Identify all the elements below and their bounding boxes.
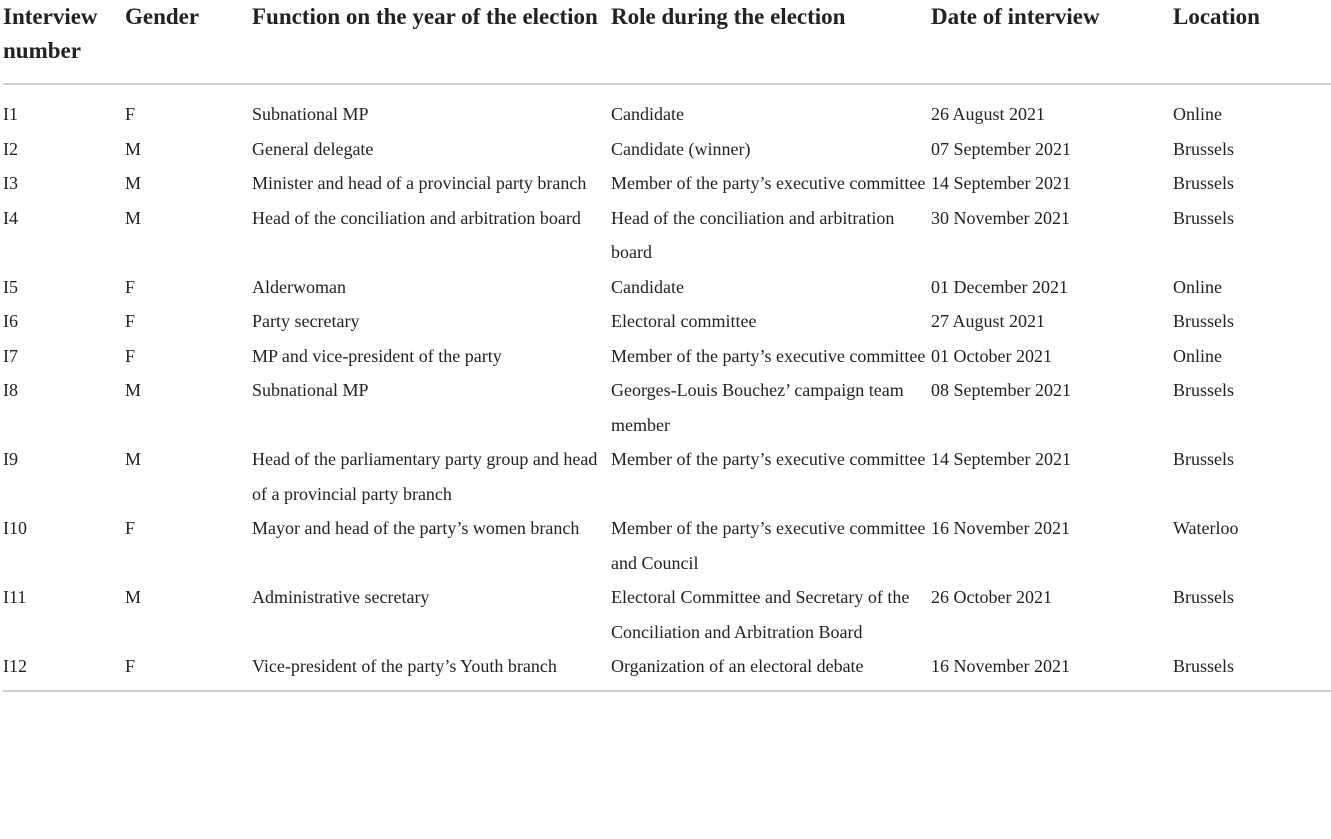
cell-role: Member of the party’s executive committee and Council xyxy=(611,518,926,573)
cell-location: Brussels xyxy=(1173,311,1235,331)
cell-interview-number: I7 xyxy=(3,345,18,366)
cell-function: Administrative secretary xyxy=(252,587,430,607)
cell-gender: F xyxy=(125,345,136,366)
cell-interview-number: I8 xyxy=(3,380,18,400)
cell-interview-number: I3 xyxy=(3,173,18,193)
cell-date: 30 November 2021 xyxy=(931,207,1070,228)
table-row xyxy=(3,84,1331,132)
cell-location: Online xyxy=(1173,345,1222,366)
cell-location: Brussels xyxy=(1173,173,1235,193)
cell-interview-number: I9 xyxy=(3,449,18,469)
cell-location: Brussels xyxy=(1173,380,1235,400)
interview-table xyxy=(3,0,1331,692)
cell-gender: M xyxy=(125,587,142,607)
cell-interview-number: I5 xyxy=(3,276,18,297)
cell-role: Candidate xyxy=(611,104,684,124)
cell-location: Online xyxy=(1173,104,1222,124)
cell-interview-number: I6 xyxy=(3,311,18,331)
cell-interview-number: I10 xyxy=(3,518,27,538)
header-date: Date of interview xyxy=(931,0,1173,84)
cell-location: Brussels xyxy=(1173,138,1235,159)
table-row xyxy=(3,166,1331,201)
cell-function: Subnational MP xyxy=(252,380,369,400)
cell-interview-number: I1 xyxy=(3,104,18,124)
cell-gender: M xyxy=(125,207,142,228)
table-row xyxy=(3,442,1331,511)
table-header xyxy=(3,0,1331,84)
cell-role: Member of the party’s executive committee xyxy=(611,345,926,366)
cell-function: MP and vice-president of the party xyxy=(252,345,502,366)
table-row xyxy=(3,373,1331,442)
cell-function: Head of the conciliation and arbitration board xyxy=(252,207,581,228)
cell-date: 14 September 2021 xyxy=(931,173,1071,193)
cell-role: Member of the party’s executive committee xyxy=(611,173,926,193)
cell-location: Online xyxy=(1173,276,1222,297)
cell-location: Brussels xyxy=(1173,649,1331,691)
table-row xyxy=(3,132,1331,167)
cell-gender: M xyxy=(125,449,142,469)
cell-role: Georges-Louis Bouchez’ campaign team member xyxy=(611,380,904,435)
cell-role: Organization of an electoral debate xyxy=(611,649,931,691)
cell-function: Party secretary xyxy=(252,311,360,331)
cell-gender: M xyxy=(125,380,142,400)
header-role: Role during the election xyxy=(611,0,931,84)
header-gender: Gender xyxy=(125,0,252,84)
cell-role: Candidate xyxy=(611,276,684,297)
cell-role: Member of the party’s executive committee xyxy=(611,449,926,469)
cell-date: 26 August 2021 xyxy=(931,104,1046,124)
cell-date: 14 September 2021 xyxy=(931,449,1071,469)
header-row xyxy=(3,0,1331,84)
table-row xyxy=(3,339,1331,374)
cell-location: Brussels xyxy=(1173,587,1235,607)
table-body xyxy=(3,84,1331,691)
cell-date: 01 December 2021 xyxy=(931,276,1068,297)
cell-role: Electoral Committee and Secretary of the Conciliation and Arbitration Board xyxy=(611,587,910,642)
table-row xyxy=(3,270,1331,305)
table-row xyxy=(3,649,1331,691)
cell-location: Brussels xyxy=(1173,207,1235,228)
cell-function: General delegate xyxy=(252,138,374,159)
cell-location: Brussels xyxy=(1173,449,1235,469)
table-row xyxy=(3,580,1331,649)
cell-role: Candidate (winner) xyxy=(611,138,751,159)
cell-function: Minister and head of a provincial party branch xyxy=(252,173,587,193)
cell-gender: M xyxy=(125,138,142,159)
cell-gender: M xyxy=(125,173,142,193)
cell-date: 01 October 2021 xyxy=(931,345,1052,366)
cell-date: 16 November 2021 xyxy=(931,649,1173,691)
cell-date: 26 October 2021 xyxy=(931,587,1052,607)
cell-gender: F xyxy=(125,276,136,297)
cell-interview-number: I11 xyxy=(3,587,27,607)
cell-function: Alderwoman xyxy=(252,276,346,297)
cell-gender: F xyxy=(125,311,136,331)
table-row xyxy=(3,511,1331,580)
cell-date: 08 September 2021 xyxy=(931,380,1071,400)
cell-gender: F xyxy=(125,104,136,124)
cell-date: 16 November 2021 xyxy=(931,518,1070,538)
header-location: Location xyxy=(1173,0,1331,84)
cell-gender: F xyxy=(125,518,136,538)
cell-function: Subnational MP xyxy=(252,104,369,124)
cell-function: Head of the parliamentary party group and head of a provincial party branch xyxy=(252,449,598,504)
cell-role: Electoral committee xyxy=(611,311,757,331)
cell-interview-number: I12 xyxy=(3,649,125,691)
table-row xyxy=(3,304,1331,339)
cell-interview-number: I4 xyxy=(3,207,18,228)
header-interview-number: Interview number xyxy=(3,0,125,84)
cell-role: Head of the conciliation and arbitration board xyxy=(611,207,895,262)
cell-function: Vice-president of the party’s Youth branch xyxy=(252,649,611,691)
table-row xyxy=(3,201,1331,270)
cell-function: Mayor and head of the party’s women branch xyxy=(252,518,580,538)
header-function: Function on the year of the election xyxy=(252,0,611,84)
cell-interview-number: I2 xyxy=(3,138,18,159)
cell-date: 07 September 2021 xyxy=(931,138,1071,159)
cell-gender: F xyxy=(125,649,252,691)
cell-date: 27 August 2021 xyxy=(931,311,1046,331)
cell-location: Waterloo xyxy=(1173,518,1239,538)
